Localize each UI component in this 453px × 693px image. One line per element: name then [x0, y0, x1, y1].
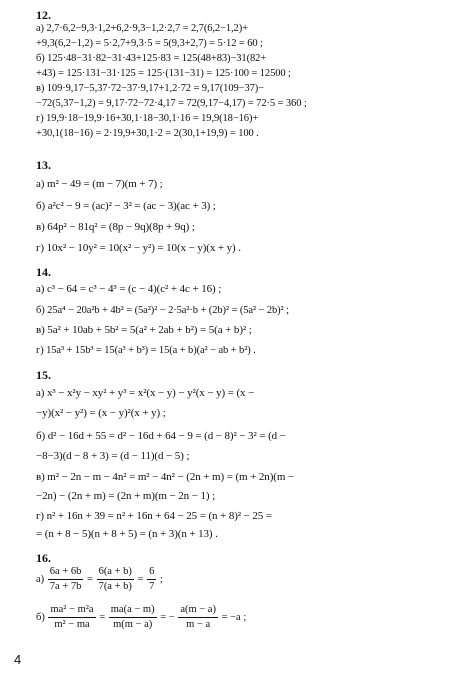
problem-14-line: г) 15a³ + 15b³ = 15(a³ + b³) = 15(a + b)(a² − ab + b²) .: [36, 345, 256, 356]
problem-13-line: а) m² − 49 = (m − 7)(m + 7) ;: [36, 178, 163, 190]
numerator: ma(a − m): [109, 604, 157, 618]
problem-13-line: г) 10x² − 10y² = 10(x² − y²) = 10(x − y)(x + y) .: [36, 242, 241, 254]
problem-13-title: 13.: [36, 158, 51, 172]
numerator: 6: [147, 566, 156, 580]
problem-12-line: +30,1(18−16) = 2·19,9+30,1·2 = 2(30,1+19,9) = 100 .: [36, 128, 259, 139]
problem-14-line: в) 5a² + 10ab + 5b² = 5(a² + 2ab + b²) = 5(a + b)² ;: [36, 324, 252, 336]
problem-14-title: 14.: [36, 265, 51, 279]
denominator: 7(a + b): [98, 581, 132, 592]
problem-12-line: б) 125·48−31·82−31·43+125·83 = 125(48+83)−31(82+: [36, 53, 267, 64]
numerator: 6(a + b): [97, 566, 134, 580]
problem-16-b: б) $\frac{\text{ma² − m²a}}{\text{m² − ma}}$ = $\frac{ma(a - m)}{m(m - a)}$ = − $\frac{a(m - a)}{m - a}$ = −a ;: [36, 604, 247, 630]
fraction: [178, 604, 218, 631]
problem-15-line: г) n² + 16n + 39 = n² + 16n + 64 − 25 = (n + 8)² − 25 =: [36, 510, 272, 522]
problem-15-line: −8−3)(d − 8 + 3) = (d − 11)(d − 5) ;: [36, 450, 190, 462]
denominator: m − a: [186, 619, 211, 630]
problem-15-line: а) x³ − x²y − xy² + y³ = x²(x − y) − y²(x − y) = (x −: [36, 387, 255, 399]
item-label: а): [36, 574, 45, 585]
fraction: [48, 604, 95, 631]
fraction: [48, 566, 84, 593]
problem-13-line: в) 64p² − 81q² = (8p − 9q)(8p + 9q) ;: [36, 221, 195, 233]
problem-12-line: +43) = 125·131−31·125 = 125·(131−31) = 125·100 = 12500 ;: [36, 68, 291, 79]
problem-15-line: −y)(x² − y²) = (x − y)²(x + y) ;: [36, 407, 166, 419]
page-number: 4: [14, 652, 22, 667]
problem-15-line: = (n + 8 − 5)(n + 8 + 5) = (n + 3)(n + 13) .: [36, 528, 218, 540]
problem-15-line: б) d² − 16d + 55 = d² − 16d + 64 − 9 = (d − 8)² − 3² = (d −: [36, 430, 286, 442]
denominator: m² − ma: [54, 619, 90, 630]
numerator: ma² − m²a: [48, 604, 95, 618]
numerator: 6a + 6b: [48, 566, 84, 580]
item-label: б): [36, 612, 45, 623]
problem-16-a: а) $\frac{6a + 6b}{7a + 7b}$ = $\frac{6(a + b)}{7(a + b)}$ = $\frac{6}{7}$ ;: [36, 566, 163, 592]
fraction: [97, 566, 134, 593]
problem-15-line: −2n) − (2n + m) = (2n + m)(m − 2n − 1) ;: [36, 490, 216, 502]
fraction: [109, 604, 157, 631]
problem-12-line: а) 2,7·6,2−9,3·1,2+6,2·9,3−1,2·2,7 = 2,7(6,2−1,2)+: [36, 23, 248, 34]
problem-14-line: а) c³ − 64 = c³ − 4³ = (c − 4)(c² + 4c + 16) ;: [36, 283, 222, 295]
problem-16-title: 16.: [36, 551, 51, 565]
denominator: m(m − a): [113, 619, 153, 630]
fraction: [147, 566, 156, 593]
problem-12-line: +9,3(6,2−1,2) = 5·2,7+9,3·5 = 5(9,3+2,7) = 5·12 = 60 ;: [36, 38, 263, 49]
problem-13-line: б) a²c² − 9 = (ac)² − 3² = (ac − 3)(ac + 3) ;: [36, 200, 216, 212]
problem-12-title: 12.: [36, 8, 51, 22]
numerator: a(m − a): [178, 604, 218, 618]
tail: = −a ;: [221, 612, 247, 623]
tail: ;: [159, 574, 163, 585]
problem-12-line: −72(5,37−1,2) = 9,17·72−72·4,17 = 72(9,17−4,17) = 72·5 = 360 ;: [36, 98, 307, 109]
problem-14-line: б) 25a⁴ − 20a²b + 4b² = (5a²)² − 2·5a²·b + (2b)² = (5a² − 2b)² ;: [36, 305, 289, 316]
problem-15-line: в) m² − 2n − m − 4n² = m² − 4n² − (2n + m) = (m + 2n)(m −: [36, 471, 295, 483]
problem-12-line: г) 19,9·18−19,9·16+30,1·18−30,1·16 = 19,9(18−16)+: [36, 113, 259, 124]
problem-12-line: в) 109·9,17−5,37·72−37·9,17+1,2·72 = 9,17(109−37)−: [36, 83, 264, 94]
denominator: 7a + 7b: [49, 581, 82, 592]
denominator: 7: [149, 581, 155, 592]
problem-15-title: 15.: [36, 368, 51, 382]
